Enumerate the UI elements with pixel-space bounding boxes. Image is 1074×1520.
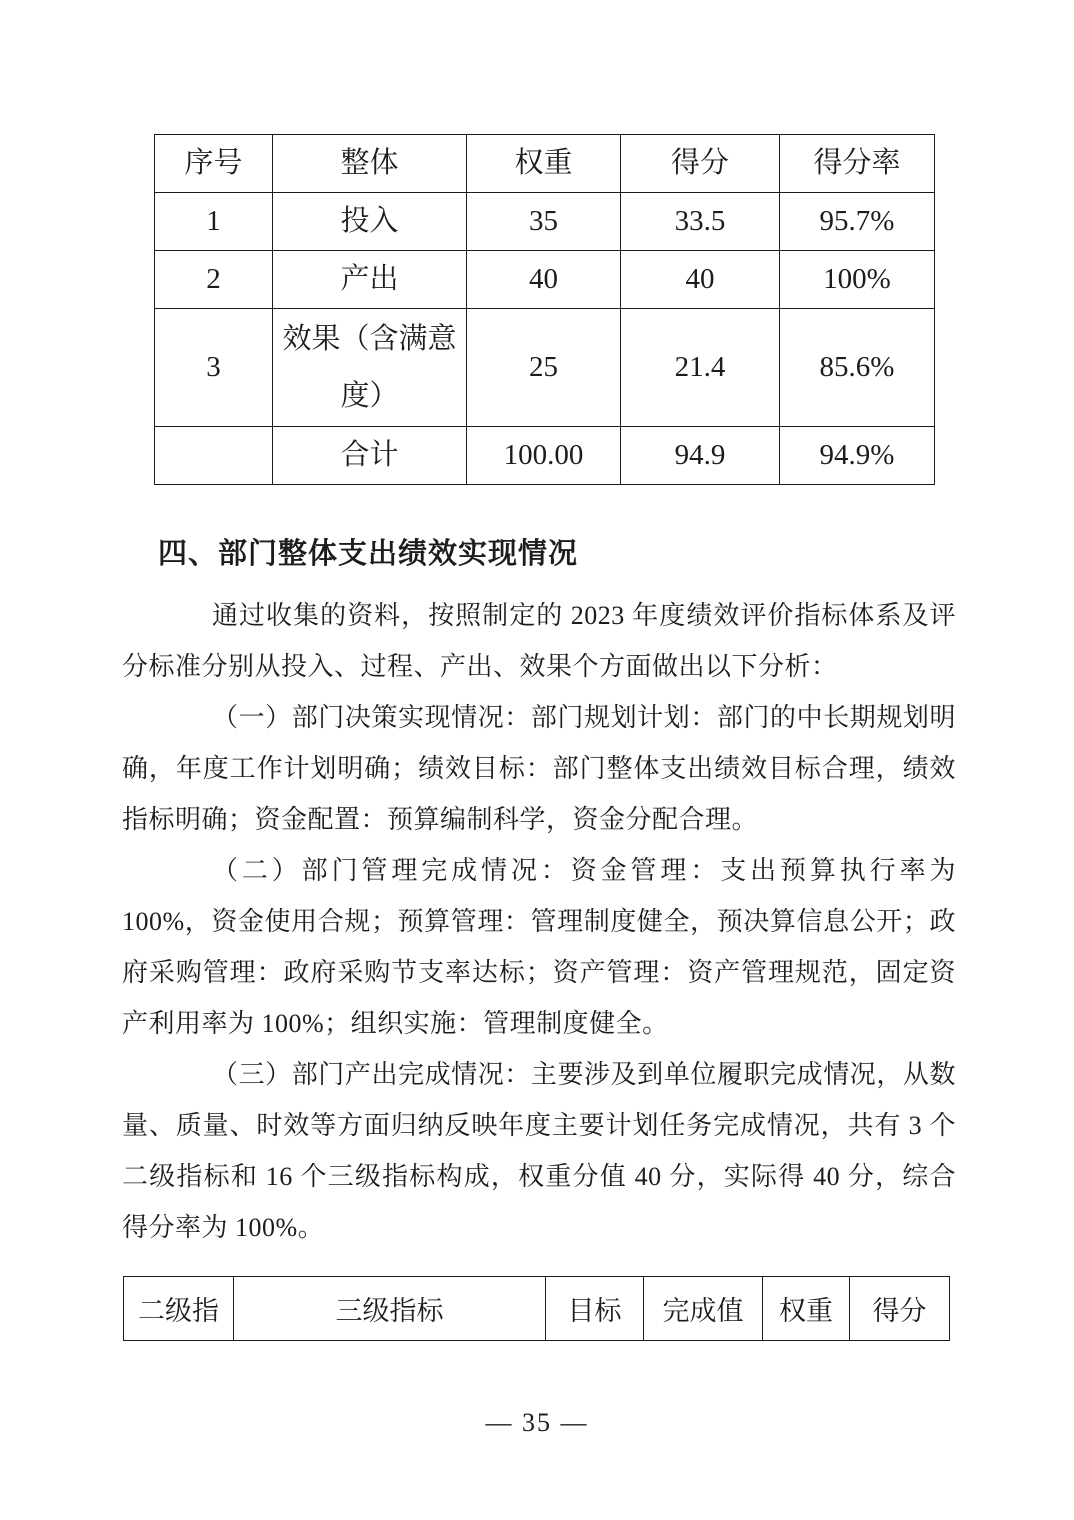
indicator-header-level3: 三级指标 xyxy=(234,1277,546,1341)
table-cell: 94.9% xyxy=(780,427,935,485)
indicator-header-level2: 二级指 xyxy=(124,1277,234,1341)
indicator-header-score: 得分 xyxy=(850,1277,950,1341)
table-cell: 40 xyxy=(467,251,621,309)
summary-header-score-rate: 得分率 xyxy=(780,135,935,193)
table-cell: 95.7% xyxy=(780,193,935,251)
table-row-total xyxy=(155,427,935,485)
table-cell: 1 xyxy=(155,193,273,251)
table-cell: 3 xyxy=(155,309,273,427)
paragraph-management: （二）部门管理完成情况：资金管理：支出预算执行率为 100%，资金使用合规；预算管理：管理制度健全，预决算信息公开；政府采购管理：政府采购节支率达标；资产管理：资产管理规范，固定资产利用率为 100%；组织实施：管理制度健全。 xyxy=(122,856,956,1038)
table-cell: 100% xyxy=(780,251,935,309)
table-cell: 35 xyxy=(467,193,621,251)
indicator-table-header-row xyxy=(124,1277,950,1341)
table-cell: 投入 xyxy=(273,193,467,251)
table-cell: 85.6% xyxy=(780,309,935,427)
page-number: — 35 — xyxy=(485,1408,589,1437)
table-row xyxy=(155,193,935,251)
table-cell: 94.9 xyxy=(621,427,780,485)
table-cell: 效果（含满意度） xyxy=(273,309,467,427)
summary-header-index: 序号 xyxy=(155,135,273,193)
summary-header-score: 得分 xyxy=(621,135,780,193)
table-cell xyxy=(155,427,273,485)
table-cell: 21.4 xyxy=(621,309,780,427)
table-cell: 40 xyxy=(621,251,780,309)
table-row xyxy=(155,309,935,427)
table-cell: 33.5 xyxy=(621,193,780,251)
summary-header-category: 整体 xyxy=(273,135,467,193)
table-cell: 产出 xyxy=(273,251,467,309)
summary-header-weight: 权重 xyxy=(467,135,621,193)
table-row xyxy=(155,251,935,309)
summary-score-table xyxy=(154,134,935,485)
section-heading: 四、部门整体支出绩效实现情况 xyxy=(158,538,579,570)
table-cell: 2 xyxy=(155,251,273,309)
body-text xyxy=(122,590,956,1253)
table-cell: 25 xyxy=(467,309,621,427)
indicator-header-completion: 完成值 xyxy=(644,1277,763,1341)
paragraph-intro: 通过收集的资料，按照制定的 2023 年度绩效评价指标体系及评分标准分别从投入、过程、产出、效果个方面做出以下分析： xyxy=(122,601,956,681)
table-cell: 100.00 xyxy=(467,427,621,485)
table-cell: 合计 xyxy=(273,427,467,485)
summary-table-header-row xyxy=(155,135,935,193)
indicator-header-target: 目标 xyxy=(546,1277,644,1341)
indicator-header-weight: 权重 xyxy=(763,1277,850,1341)
indicator-table xyxy=(123,1276,950,1341)
paragraph-output: （三）部门产出完成情况：主要涉及到单位履职完成情况，从数量、质量、时效等方面归纳反映年度主要计划任务完成情况，共有 3 个二级指标和 16 个三级指标构成，权重分值 40 分，实际得 40 分，综合得分率为 100%。 xyxy=(122,1060,956,1242)
paragraph-decision: （一）部门决策实现情况：部门规划计划：部门的中长期规划明确，年度工作计划明确；绩效目标：部门整体支出绩效目标合理，绩效指标明确；资金配置：预算编制科学，资金分配合理。 xyxy=(122,703,956,834)
